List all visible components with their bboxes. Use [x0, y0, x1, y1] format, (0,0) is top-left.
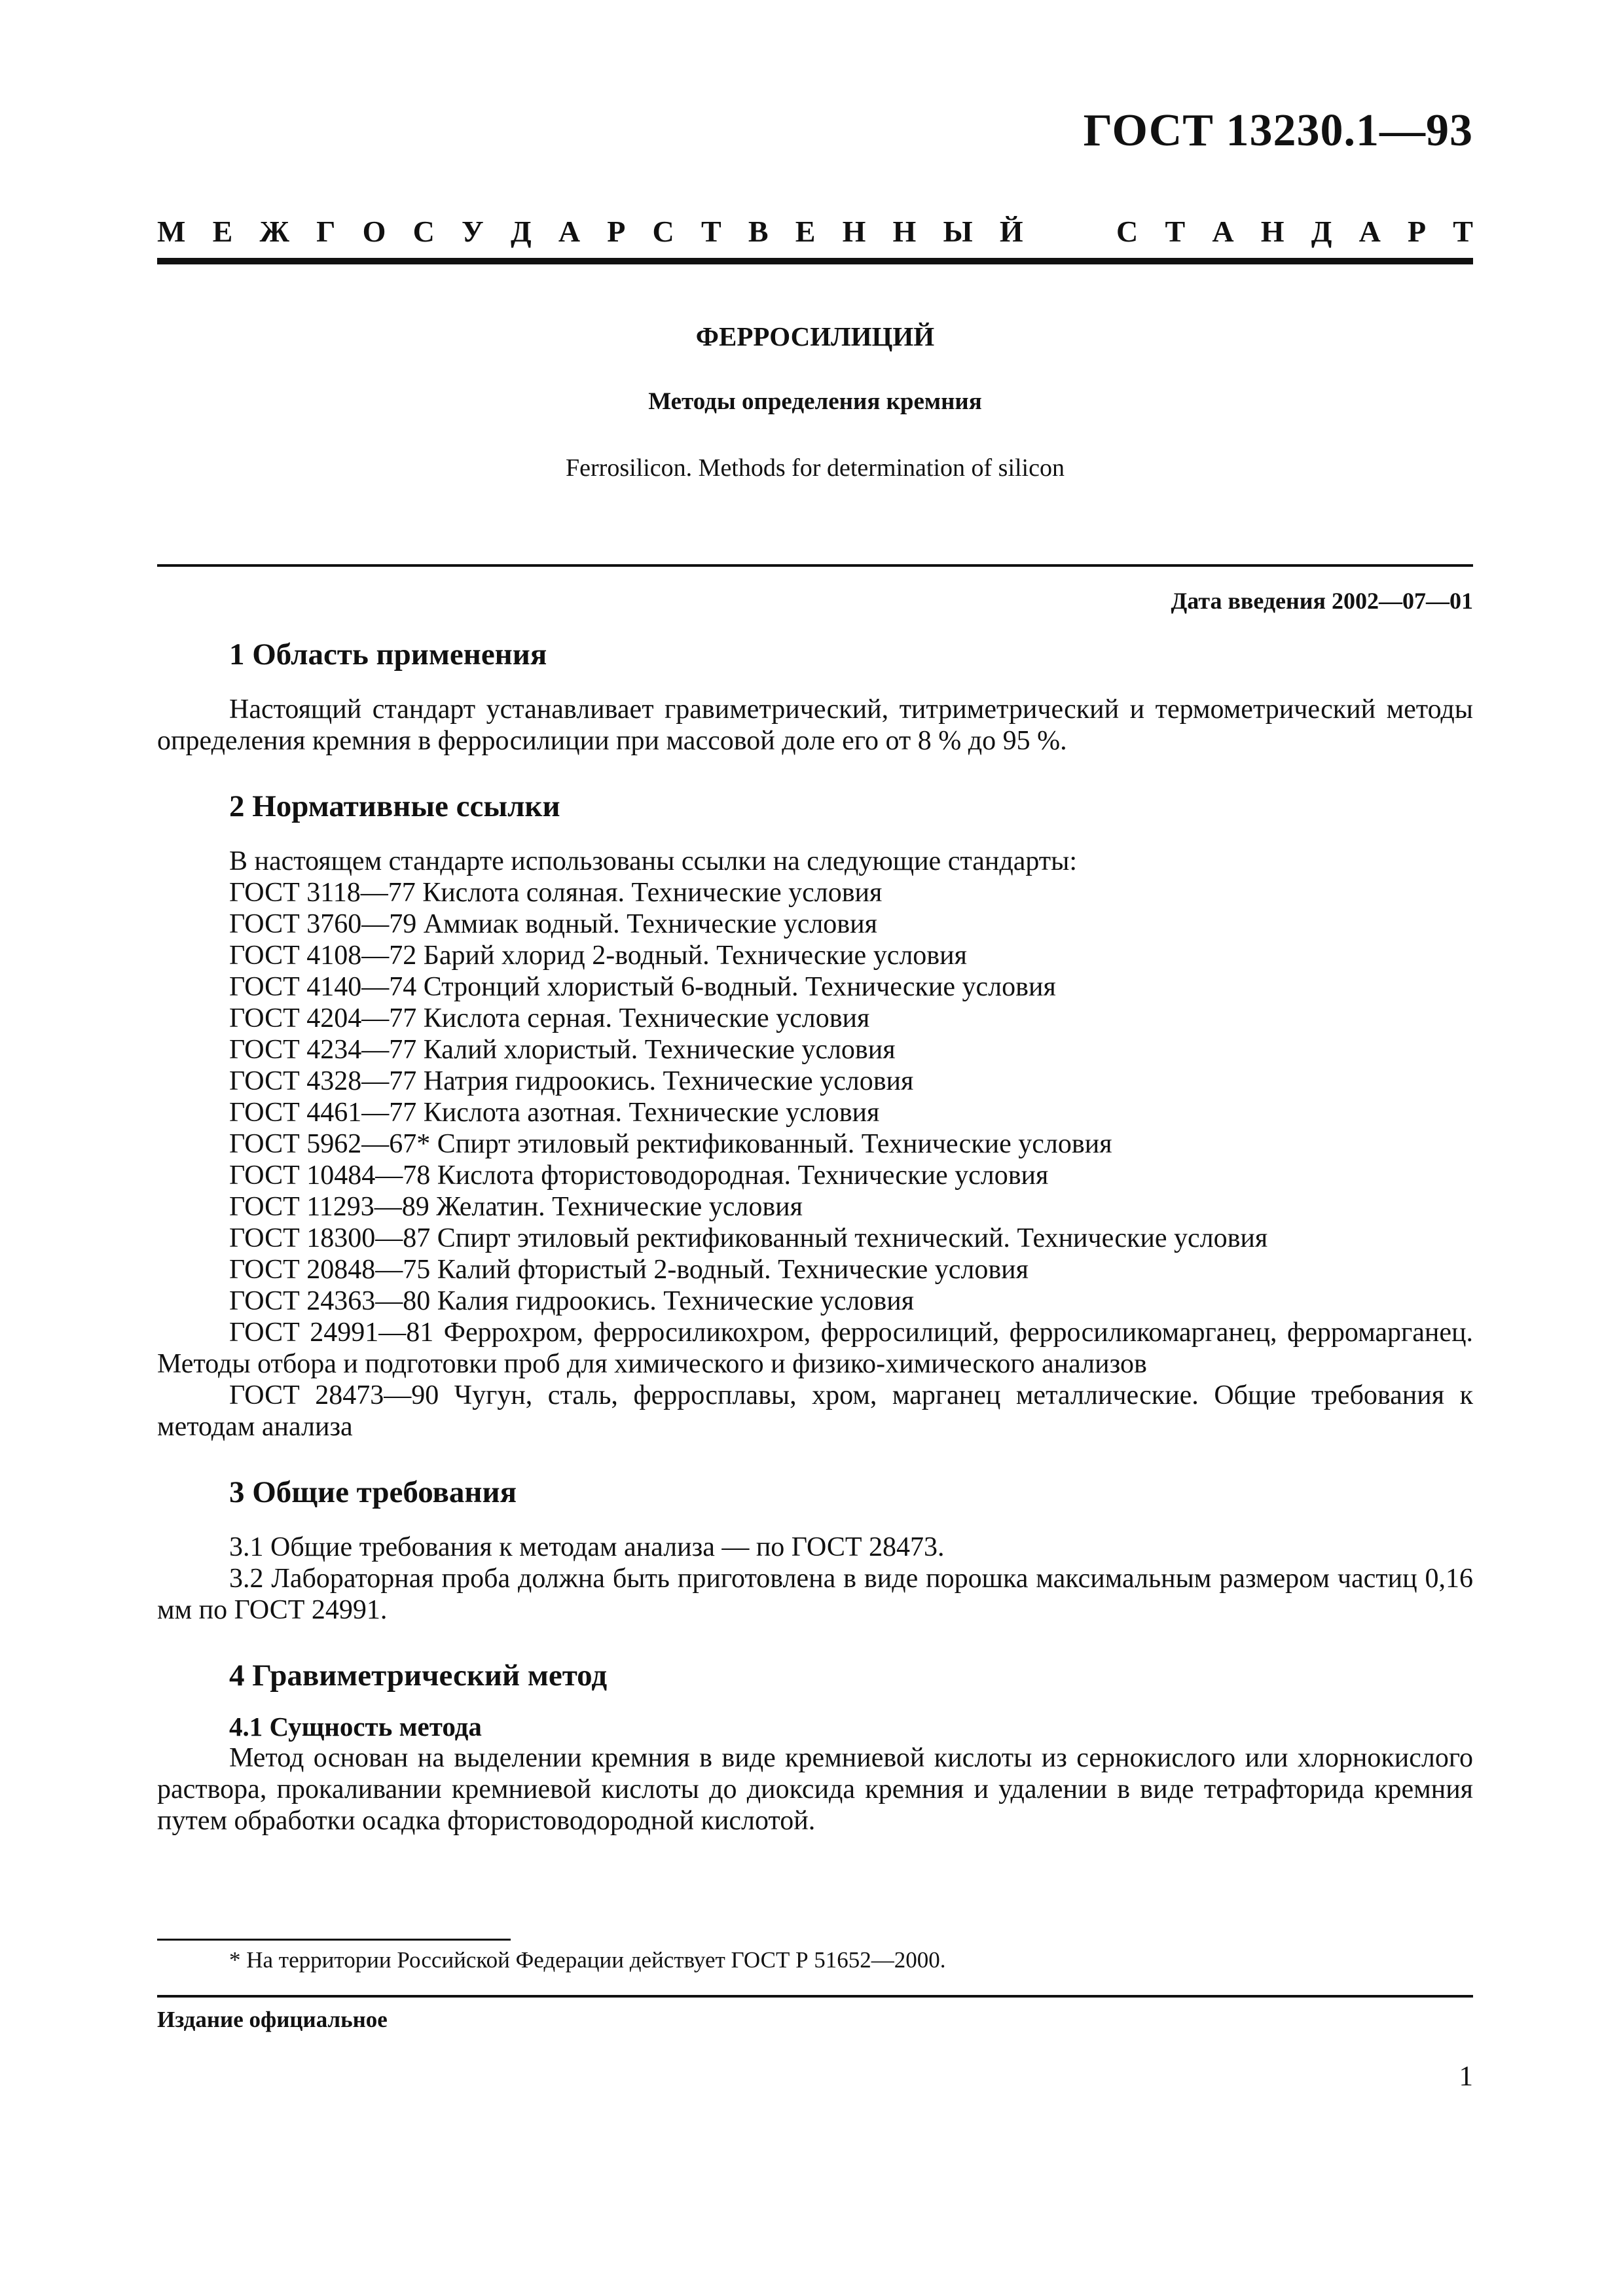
- banner-letter: Ж: [259, 214, 289, 248]
- reference-item: ГОСТ 4461—77 Кислота азотная. Технические условия: [229, 1098, 880, 1128]
- banner-letter: Т: [1453, 214, 1473, 248]
- title-divider: [157, 564, 1473, 567]
- banner-letter: Ы: [943, 214, 973, 248]
- banner-letter: Г: [316, 214, 336, 248]
- edition-label: Издание официальное: [157, 2007, 388, 2032]
- banner-letter: Й: [999, 214, 1023, 248]
- reference-item: ГОСТ 11293—89 Желатин. Технические условия: [229, 1192, 803, 1222]
- reference-item: ГОСТ 4328—77 Натрия гидроокись. Технические условия: [229, 1066, 914, 1096]
- banner-letter: У: [462, 214, 484, 248]
- banner-letter: Е: [795, 214, 816, 248]
- document-subtitle: Методы определения кремния: [648, 388, 982, 415]
- banner-letter: Н: [1260, 214, 1285, 248]
- reference-item: ГОСТ 24363—80 Калия гидроокись. Технические условия: [229, 1286, 915, 1316]
- banner-letter: Н: [892, 214, 917, 248]
- method-paragraph: Метод основан на выделении кремния в виде кремниевой кислоты из сернокислого или хлорнокислого раствора, прокаливании кремниевой кислоты до диоксида кремния и удалении в виде тетрафторида кремния путем обработки осадка фтористоводородной кислотой.: [157, 1743, 1473, 1836]
- requirement-paragraph: 3.2 Лабораторная проба должна быть приготовлена в виде порошка максимальным размером частиц 0,16 мм по ГОСТ 24991.: [157, 1564, 1473, 1625]
- doc-number: ГОСТ 13230.1—93: [1083, 105, 1473, 156]
- reference-item: ГОСТ 20848—75 Калий фтористый 2-водный. Технические условия: [229, 1255, 1029, 1285]
- section-heading-scope: 1 Область применения: [229, 637, 547, 672]
- page-number: 1: [1459, 2061, 1473, 2092]
- subsection-heading-method-essence: 4.1 Сущность метода: [229, 1712, 482, 1742]
- footnote-divider: [157, 1939, 511, 1941]
- interstate-standard-banner: [157, 208, 1473, 254]
- banner-letter: А: [558, 214, 581, 248]
- footer-divider: [157, 1995, 1473, 1998]
- banner-letter: С: [1116, 214, 1139, 248]
- reference-item: ГОСТ 5962—67* Спирт этиловый ректификованный. Технические условия: [229, 1129, 1112, 1159]
- reference-item: ГОСТ 18300—87 Спирт этиловый ректификованный технический. Технические условия: [229, 1223, 1268, 1253]
- reference-item: ГОСТ 4204—77 Кислота серная. Технические условия: [229, 1003, 870, 1033]
- references-intro: В настоящем стандарте использованы ссылки на следующие стандарты:: [229, 846, 1078, 876]
- english-title: Ferrosilicon. Methods for determination of silicon: [566, 454, 1065, 482]
- banner-letter: М: [157, 214, 186, 248]
- section-heading-gravimetric-method: 4 Гравиметрический метод: [229, 1659, 608, 1693]
- reference-item: ГОСТ 3118—77 Кислота соляная. Технические условия: [229, 878, 883, 908]
- banner-letter: Р: [607, 214, 626, 248]
- reference-item: ГОСТ 28473—90 Чугун, сталь, ферросплавы, хром, марганец металлические. Общие требования к методам анализа: [157, 1380, 1473, 1442]
- introduction-date: Дата введения 2002—07—01: [1171, 588, 1473, 614]
- reference-item: ГОСТ 10484—78 Кислота фтористоводородная. Технические условия: [229, 1160, 1049, 1191]
- banner-divider: [157, 258, 1473, 264]
- banner-letter: В: [748, 214, 769, 248]
- banner-letter: Р: [1407, 214, 1427, 248]
- reference-item: ГОСТ 4140—74 Стронций хлористый 6-водный. Технические условия: [229, 972, 1056, 1002]
- reference-item: ГОСТ 4108—72 Барий хлорид 2-водный. Технические условия: [229, 941, 967, 971]
- banner-letter: С: [412, 214, 435, 248]
- reference-item: ГОСТ 4234—77 Калий хлористый. Технические условия: [229, 1035, 896, 1065]
- document-body: [157, 635, 1473, 1837]
- banner-letter: Е: [212, 214, 233, 248]
- banner-letter: Т: [701, 214, 721, 248]
- reference-item: ГОСТ 24991—81 Феррохром, ферросиликохром, ферросилиций, ферросиликомарганец, ферромарганец. Методы отбора и подготовки проб для химического и физико-химического анализов: [157, 1318, 1473, 1379]
- section-heading-normative-references: 2 Нормативные ссылки: [229, 789, 560, 823]
- banner-letter: А: [1212, 214, 1234, 248]
- banner-letter: Т: [1165, 214, 1186, 248]
- reference-item: ГОСТ 3760—79 Аммиак водный. Технические условия: [229, 909, 877, 939]
- banner-letter: Д: [1311, 214, 1332, 248]
- requirement-paragraph: 3.1 Общие требования к методам анализа — по ГОСТ 28473.: [229, 1532, 945, 1562]
- section-heading-general-requirements: 3 Общие требования: [229, 1475, 517, 1509]
- scope-paragraph: Настоящий стандарт устанавливает гравиметрический, титриметрический и термометрический методы определения кремния в ферросилиции при массовой доле его от 8 % до 95 %.: [157, 694, 1473, 756]
- banner-letter: О: [362, 214, 386, 248]
- banner-letter: А: [1359, 214, 1381, 248]
- footnote: * На территории Российской Федерации действует ГОСТ Р 51652—2000.: [229, 1947, 946, 1973]
- banner-letter: Н: [842, 214, 866, 248]
- banner-letter: Д: [510, 214, 532, 248]
- document-title: ФЕРРОСИЛИЦИЙ: [695, 321, 935, 351]
- banner-letter: С: [652, 214, 674, 248]
